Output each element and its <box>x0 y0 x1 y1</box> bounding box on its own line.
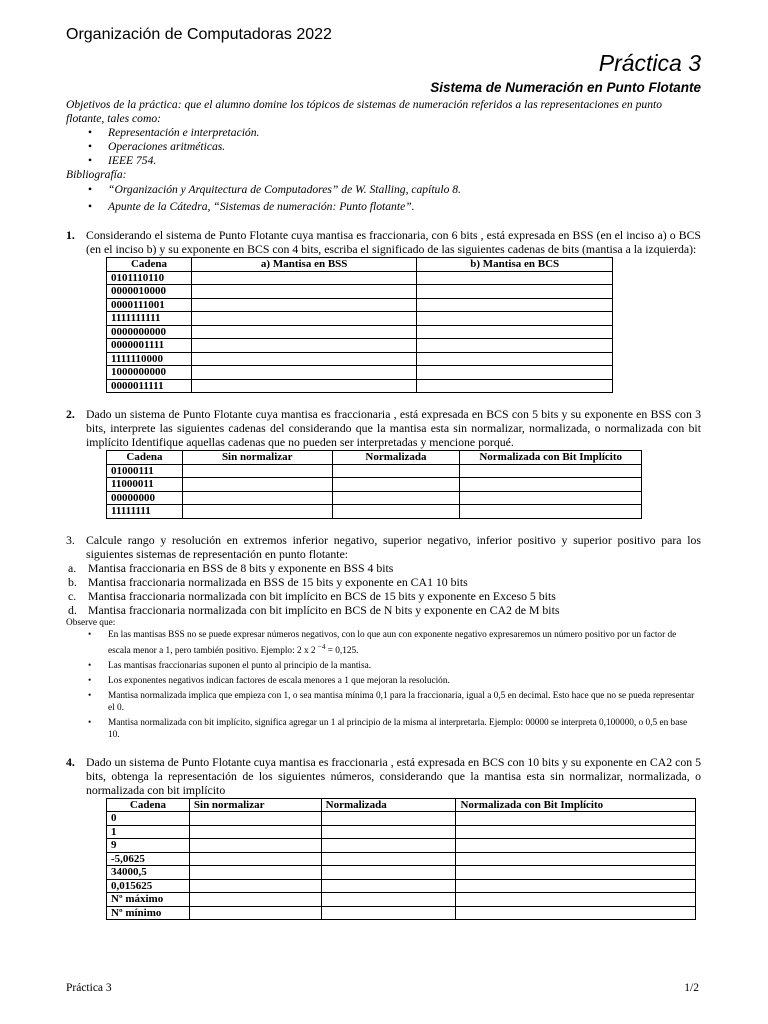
column-header: a) Mantisa en BSS <box>191 258 416 272</box>
table-row <box>107 464 642 478</box>
answer-cell <box>332 464 460 478</box>
question-text: Dado un sistema de Punto Flotante cuya mantisa es fraccionaria , está expresada en BCS con 10 bits y su exponente en CA2 con 5 bits, obtenga la representación de los siguientes números, considerando que la mantisa esta sin normalizar, normalizada, o normalizada con bit implícito <box>86 754 701 797</box>
table-row <box>107 379 613 393</box>
answer-cell <box>417 366 613 380</box>
bibliography-item: • Apunte de la Cátedra, “Sistemas de numeración: Punto flotante”. <box>108 200 701 214</box>
note-text: En las mantisas BSS no se puede expresar números negativos, con lo que aun con exponente negativo expresaremos un número positivo por un factor de escala menor a 1, pero también positivo. Ejemplo: 2 x 2 <box>108 629 677 656</box>
answer-cell <box>417 312 613 326</box>
column-header: Normalizada con Bit Implícito <box>456 798 696 812</box>
answer-cell <box>182 464 332 478</box>
answer-cell <box>321 812 456 826</box>
question-text: Considerando el sistema de Punto Flotante cuya mantisa es fraccionaria, con 6 bits , está expresada en BSS (en el inciso a) o BCS (en el inciso b) y su exponente en BCS con 4 bits, escriba el significado de las siguientes cadenas de bits (mantisa a la izquierda): <box>86 228 701 256</box>
question-number: 1. <box>66 228 75 242</box>
q3-option <box>68 602 701 617</box>
answer-cell <box>191 366 416 380</box>
table-cell: 0,015625 <box>107 879 190 893</box>
answer-cell <box>321 906 456 920</box>
table-row <box>107 325 613 339</box>
column-header: Cadena <box>107 451 183 465</box>
answer-cell <box>321 839 456 853</box>
footer-practice-label: Práctica 3 <box>66 982 112 994</box>
answer-cell <box>456 825 696 839</box>
practice-title: Práctica 3 <box>598 50 701 76</box>
answer-cell <box>456 812 696 826</box>
answer-cell <box>182 491 332 505</box>
answer-cell <box>417 298 613 312</box>
answer-cell <box>189 893 321 907</box>
answer-cell <box>191 339 416 353</box>
question-2 <box>66 407 701 449</box>
observe-notes <box>66 629 701 741</box>
note-text-tail: = 0,125. <box>325 645 359 656</box>
option-marker: b. <box>68 574 77 589</box>
answer-cell <box>191 285 416 299</box>
column-header: Cadena <box>107 798 190 812</box>
answer-cell <box>321 852 456 866</box>
question-text: Dado un sistema de Punto Flotante cuya mantisa es fraccionaria , está expresada en BCS con 5 bits y su exponente en BSS con 3 bits, interprete las siguientes cadenas del considerando que la mantisa esta sin normalizar, normalizada, o normalizada con bit implícito Identifique aquellas cadenas que no pueden ser interpretadas y mencione porqué. <box>86 407 701 449</box>
answer-cell <box>417 379 613 393</box>
answer-cell <box>456 893 696 907</box>
objective-item: • Operaciones aritméticas. <box>108 140 701 154</box>
observe-note: • Los exponentes negativos indican factores de escala menores a 1 que mejoran la resolución. <box>108 675 701 687</box>
answer-cell <box>182 505 332 519</box>
answer-cell <box>456 866 696 880</box>
question-text: Calcule rango y resolución en extremos inferior negativo, superior negativo, inferior positivo y superior positivo para los siguientes sistemas de representación en punto flotante: <box>86 532 701 561</box>
answer-cell <box>332 478 460 492</box>
answer-cell <box>191 352 416 366</box>
answer-cell <box>189 839 321 853</box>
table-row <box>107 352 613 366</box>
bibliography-list <box>66 183 701 214</box>
table-cell: 0000011111 <box>107 379 192 393</box>
answer-cell <box>191 271 416 285</box>
answer-cell <box>456 852 696 866</box>
table-cell: 01000111 <box>107 464 183 478</box>
observe-note: • Mantisa normalizada con bit implícito, significa agregar un 1 al principio de la misma al interpretarla. Ejemplo: 00000 se interpreta 0,100000, o 0,5 en base 10. <box>108 717 701 741</box>
table-cell: 00000000 <box>107 491 183 505</box>
table-row <box>107 298 613 312</box>
table-cell: 1000000000 <box>107 366 192 380</box>
column-header: Normalizada <box>321 798 456 812</box>
table-cell: 11111111 <box>107 505 183 519</box>
objectives-list <box>66 126 701 168</box>
option-text: Mantisa fraccionaria normalizada con bit implícito en BCS de 15 bits y exponente en Exceso 5 bits <box>88 588 556 603</box>
observe-note <box>108 629 701 657</box>
observe-note: • Mantisa normalizada implica que empieza con 1, o sea mantisa mínima 0,1 para la fraccionaria, igual a 0,5 en decimal. Esto hace que no se pueda representar el 0. <box>108 690 701 714</box>
column-header: Cadena <box>107 258 192 272</box>
table-row <box>107 879 696 893</box>
column-header: Normalizada <box>332 451 460 465</box>
answer-cell <box>417 352 613 366</box>
table-row <box>107 866 696 880</box>
table-row <box>107 505 642 519</box>
table-row <box>107 339 613 353</box>
column-header: Sin normalizar <box>182 451 332 465</box>
table-row <box>107 478 642 492</box>
table-cell: 1 <box>107 825 190 839</box>
q3-option <box>68 560 701 575</box>
answer-cell <box>460 478 642 492</box>
bibliography-item: • “Organización y Arquitectura de Computadores” de W. Stalling, capítulo 8. <box>108 183 701 197</box>
table-cell: 11000011 <box>107 478 183 492</box>
option-text: Mantisa fraccionaria en BSS de 8 bits y exponente en BSS 4 bits <box>88 560 394 575</box>
table-cell: 9 <box>107 839 190 853</box>
answer-cell <box>189 852 321 866</box>
answer-cell <box>191 325 416 339</box>
table-cell: 34000,5 <box>107 866 190 880</box>
answer-cell <box>456 906 696 920</box>
question-4 <box>66 755 701 797</box>
table-cell: 1111111111 <box>107 312 192 326</box>
q3-option <box>68 574 701 589</box>
table-cell: -5,0625 <box>107 852 190 866</box>
question-1 <box>66 228 701 256</box>
answer-cell <box>191 312 416 326</box>
table-row <box>107 312 613 326</box>
table-header-row <box>107 258 613 272</box>
observe-label: Observe que: <box>66 617 116 628</box>
answer-cell <box>182 478 332 492</box>
answer-cell <box>321 879 456 893</box>
table-header-row <box>107 451 642 465</box>
option-text: Mantisa fraccionaria normalizada en BSS de 15 bits y exponente en CA1 10 bits <box>88 574 468 589</box>
course-title: Organización de Computadoras 2022 <box>66 26 332 43</box>
table-cell: Nº máximo <box>107 893 190 907</box>
objective-item: • Representación e interpretación. <box>108 126 701 140</box>
table-cell: 0101110110 <box>107 271 192 285</box>
answer-cell <box>189 825 321 839</box>
q3-options <box>66 561 701 617</box>
answer-cell <box>456 879 696 893</box>
table-row <box>107 852 696 866</box>
table-row <box>107 285 613 299</box>
option-marker: a. <box>68 560 77 575</box>
answer-cell <box>417 325 613 339</box>
answer-cell <box>456 839 696 853</box>
table-row <box>107 906 696 920</box>
answer-cell <box>332 505 460 519</box>
column-header: Normalizada con Bit Implícito <box>460 451 642 465</box>
footer-page-number: 1/2 <box>684 982 699 994</box>
answer-cell <box>332 491 460 505</box>
objective-item: • IEEE 754. <box>108 154 701 168</box>
answer-cell <box>460 491 642 505</box>
document-body <box>66 98 701 920</box>
objectives-intro: Objetivos de la práctica: que el alumno domine los tópicos de sistemas de numeración referidos a las representaciones en punto flotante, tales como: <box>66 98 663 125</box>
table-row <box>107 491 642 505</box>
table-row <box>107 366 613 380</box>
option-text: Mantisa fraccionaria normalizada con bit implícito en BCS de N bits y exponente en CA2 de M bits <box>88 602 560 617</box>
exponent: −4 <box>317 642 326 651</box>
answer-cell <box>189 879 321 893</box>
q3-option <box>68 588 701 603</box>
q4-table <box>106 798 696 921</box>
answer-cell <box>321 825 456 839</box>
table-cell: 0000111001 <box>107 298 192 312</box>
answer-cell <box>189 906 321 920</box>
q2-table <box>106 450 642 519</box>
answer-cell <box>321 866 456 880</box>
option-marker: d. <box>68 602 77 617</box>
table-cell: 0000010000 <box>107 285 192 299</box>
answer-cell <box>189 812 321 826</box>
table-row <box>107 825 696 839</box>
answer-cell <box>460 505 642 519</box>
question-number: 2. <box>66 407 75 421</box>
bibliography-label: Bibliografía: <box>66 168 127 181</box>
option-marker: c. <box>68 588 77 603</box>
answer-cell <box>417 271 613 285</box>
table-row <box>107 839 696 853</box>
question-number: 4. <box>66 754 75 769</box>
observe-note: • Las mantisas fraccionarias suponen el punto al principio de la mantisa. <box>108 660 701 672</box>
table-row <box>107 893 696 907</box>
answer-cell <box>460 464 642 478</box>
table-row <box>107 271 613 285</box>
table-cell: 0000001111 <box>107 339 192 353</box>
practice-subtitle: Sistema de Numeración en Punto Flotante <box>430 80 701 95</box>
answer-cell <box>417 285 613 299</box>
answer-cell <box>191 298 416 312</box>
table-cell: 0 <box>107 812 190 826</box>
q1-table <box>106 257 613 393</box>
answer-cell <box>191 379 416 393</box>
answer-cell <box>321 893 456 907</box>
table-cell: 0000000000 <box>107 325 192 339</box>
column-header: b) Mantisa en BCS <box>417 258 613 272</box>
table-row <box>107 812 696 826</box>
table-cell: Nº mínimo <box>107 906 190 920</box>
question-number: 3. <box>66 532 75 547</box>
table-header-row <box>107 798 696 812</box>
answer-cell <box>417 339 613 353</box>
answer-cell <box>189 866 321 880</box>
table-cell: 1111110000 <box>107 352 192 366</box>
column-header: Sin normalizar <box>189 798 321 812</box>
question-3 <box>66 533 701 561</box>
